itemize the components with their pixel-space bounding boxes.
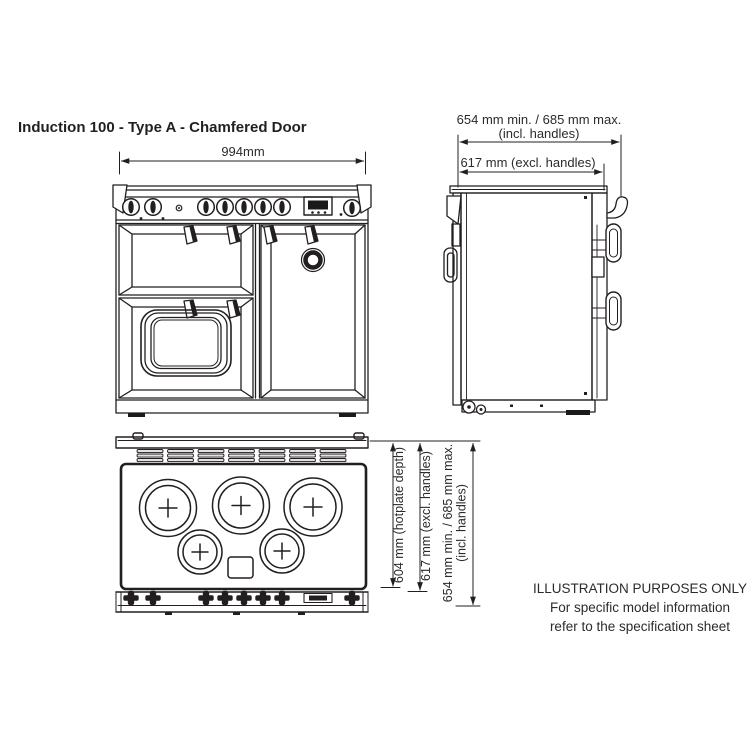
- side-door-handle: [592, 292, 621, 330]
- hob-front-strip: [116, 592, 368, 616]
- side-depth-excl-label: 617 mm (excl. handles): [460, 155, 596, 170]
- induction-zone: [284, 478, 342, 536]
- grill-door: [119, 225, 253, 295]
- induction-zone: [140, 480, 197, 537]
- plus-icon: [304, 498, 322, 516]
- door-handle-bracket: [305, 226, 318, 244]
- hob-back-rail: [116, 433, 368, 448]
- side-thermostat-box: [592, 257, 604, 277]
- door-handle-bracket: [184, 300, 197, 318]
- control-knob: [255, 199, 272, 216]
- control-knob: [344, 200, 361, 217]
- vent-grille: [137, 450, 346, 462]
- control-knob: [123, 199, 140, 216]
- notice-line-3: refer to the specification sheet: [549, 619, 731, 634]
- side-front-panel: [584, 193, 628, 400]
- side-body: [461, 193, 592, 400]
- control-knob: [198, 199, 215, 216]
- plus-icon: [274, 543, 290, 559]
- side-depth-incl-dimension: [457, 112, 622, 196]
- knob-top-profile: [237, 592, 251, 605]
- door-handle-bracket: [227, 300, 240, 318]
- door-handle-bracket: [264, 226, 277, 244]
- hotplate-depth-label: 604 mm (hotplate depth): [392, 446, 406, 584]
- knob-top-profile: [218, 592, 232, 605]
- control-knob: [217, 199, 234, 216]
- side-base: [462, 400, 595, 415]
- door-handle-bracket: [184, 226, 197, 244]
- hob-control-zone: [228, 557, 253, 578]
- front-view-diagram: [113, 144, 371, 417]
- notice-line-1: ILLUSTRATION PURPOSES ONLY: [532, 581, 748, 596]
- knob-top-profile: [256, 592, 270, 605]
- illustration-notice: [530, 579, 750, 636]
- side-depth-incl-note: (incl. handles): [498, 126, 580, 141]
- side-depth-incl-label: 654 mm min. / 685 mm max.: [456, 112, 622, 127]
- plus-icon: [159, 499, 177, 517]
- notice-line-2: For specific model information: [549, 600, 731, 615]
- side-control-knob-profile: [607, 197, 628, 218]
- side-back-panel: [444, 193, 461, 405]
- door-handle-bracket: [227, 226, 240, 244]
- plus-icon: [232, 497, 250, 515]
- knob-top-profile: [275, 592, 289, 605]
- control-knob: [145, 199, 162, 216]
- main-oven-door: [119, 298, 253, 398]
- clock-display: [304, 197, 332, 215]
- base-plinth: [116, 400, 368, 417]
- knob-top-profile: [199, 592, 213, 605]
- side-depth-excl-dimension: [460, 155, 604, 190]
- front-width-label: 994mm: [221, 144, 265, 159]
- top-depth-dimensions: [370, 441, 480, 606]
- control-knob: [236, 199, 253, 216]
- side-view-diagram: [444, 112, 628, 415]
- induction-zone: [178, 530, 222, 574]
- oven-door-window: [141, 310, 231, 376]
- front-width-dimension: [120, 144, 366, 174]
- side-door-handle: [592, 224, 621, 262]
- control-knob: [274, 199, 291, 216]
- top-depth-incl-note: (incl. handles): [454, 484, 469, 562]
- knob-top-profile: [124, 592, 138, 605]
- top-view-diagram: [116, 433, 480, 615]
- induction-zone: [213, 477, 270, 534]
- right-oven-door: [261, 225, 365, 398]
- induction-zone: [260, 529, 304, 573]
- control-panel: [116, 197, 368, 224]
- knob-top-profile: [146, 592, 160, 605]
- top-depth-excl-label: 617 mm (excl. handles): [419, 451, 433, 581]
- top-depth-incl-label: 654 mm min. / 685 mm max.: [441, 443, 455, 603]
- page-title: Induction 100 - Type A - Chamfered Door: [18, 119, 307, 136]
- plus-icon: [192, 544, 208, 560]
- knob-top-profile: [345, 592, 359, 605]
